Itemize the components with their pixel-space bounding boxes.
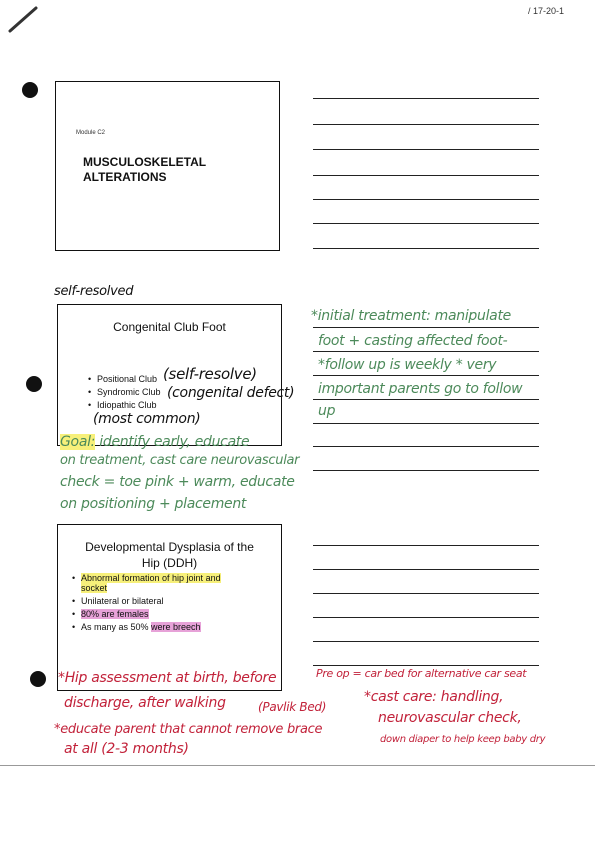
note-ddh-left-4: at all (2-3 months) bbox=[64, 741, 189, 757]
module-label: Module C2 bbox=[76, 130, 106, 136]
note-clubfoot-right-2: foot + casting affected foot- bbox=[318, 333, 508, 349]
handwritten-self-resolved: self-resolved bbox=[54, 284, 134, 299]
note-ddh-left-2: discharge, after walking bbox=[64, 695, 226, 711]
goal-label: Goal: bbox=[60, 434, 96, 450]
goal-text-1: identify early, educate bbox=[99, 434, 250, 450]
note-ddh-left-1: *Hip assessment at birth, before bbox=[58, 670, 277, 686]
bullet-unilateral-bilateral: • Unilateral or bilateral bbox=[72, 596, 221, 606]
note-ddh-right-4: down diaper to help keep baby dry bbox=[380, 734, 546, 745]
note-ddh-left-3: *educate parent that cannot remove brace bbox=[54, 722, 323, 737]
binder-hole-top bbox=[22, 82, 38, 98]
pen-stroke-mark bbox=[6, 4, 40, 34]
note-clubfoot-goal-3: check = toe pink + warm, educate bbox=[60, 474, 295, 490]
slide-title-musculoskeletal bbox=[55, 81, 280, 251]
note-ddh-pavlik: (Pavlik Bed) bbox=[258, 700, 327, 714]
annot-most-common: (most common) bbox=[93, 411, 201, 427]
annot-congenital-defect: (congenital defect) bbox=[167, 385, 295, 401]
note-clubfoot-right-4: important parents go to follow bbox=[318, 381, 523, 397]
page-bottom-edge bbox=[0, 765, 595, 766]
slide-title-line1: MUSCULOSKELETAL bbox=[83, 155, 207, 169]
bullet-abnormal-formation: • Abnormal formation of hip joint and socket bbox=[72, 573, 221, 593]
header-corner-text: / 17-20-1 bbox=[528, 6, 565, 16]
bullet-syndromic-club: • Syndromic Club bbox=[88, 387, 161, 397]
note-ddh-right-1: Pre op = car bed for alternative car seat bbox=[316, 667, 527, 680]
bullet-80-percent-females: • 80% are females bbox=[72, 609, 221, 619]
slide-title-line2: ALTERATIONS bbox=[83, 170, 167, 184]
binder-hole-bottom bbox=[30, 671, 46, 687]
note-clubfoot-right-1: *initial treatment: manipulate bbox=[311, 308, 511, 324]
binder-hole-middle bbox=[26, 376, 42, 392]
annot-self-resolve: (self-resolve) bbox=[163, 365, 257, 383]
clubfoot-bullet-list bbox=[88, 374, 161, 410]
note-clubfoot-goal-1 bbox=[60, 434, 249, 450]
bullet-breech: • As many as 50% were breech bbox=[72, 622, 221, 632]
note-ddh-right-3: neurovascular check, bbox=[378, 710, 522, 726]
bullet-positional-club: • Positional Club bbox=[88, 374, 161, 384]
ddh-bullet-list bbox=[72, 573, 221, 632]
slide-ddh bbox=[57, 524, 282, 691]
note-clubfoot-right-3: *follow up is weekly * very bbox=[318, 357, 497, 373]
slide3-title-line2: Hip (DDH) bbox=[141, 556, 198, 570]
slide2-title: Congenital Club Foot bbox=[113, 320, 226, 334]
bullet-idiopathic-club: • Idiopathic Club bbox=[88, 400, 161, 410]
slide3-title-line1: Developmental Dysplasia of the bbox=[85, 540, 254, 554]
note-ddh-right-2: *cast care: handling, bbox=[364, 689, 504, 705]
note-clubfoot-right-5: up bbox=[318, 403, 336, 419]
note-clubfoot-goal-4: on positioning + placement bbox=[60, 496, 247, 512]
note-clubfoot-goal-2: on treatment, cast care neurovascular bbox=[60, 453, 300, 468]
